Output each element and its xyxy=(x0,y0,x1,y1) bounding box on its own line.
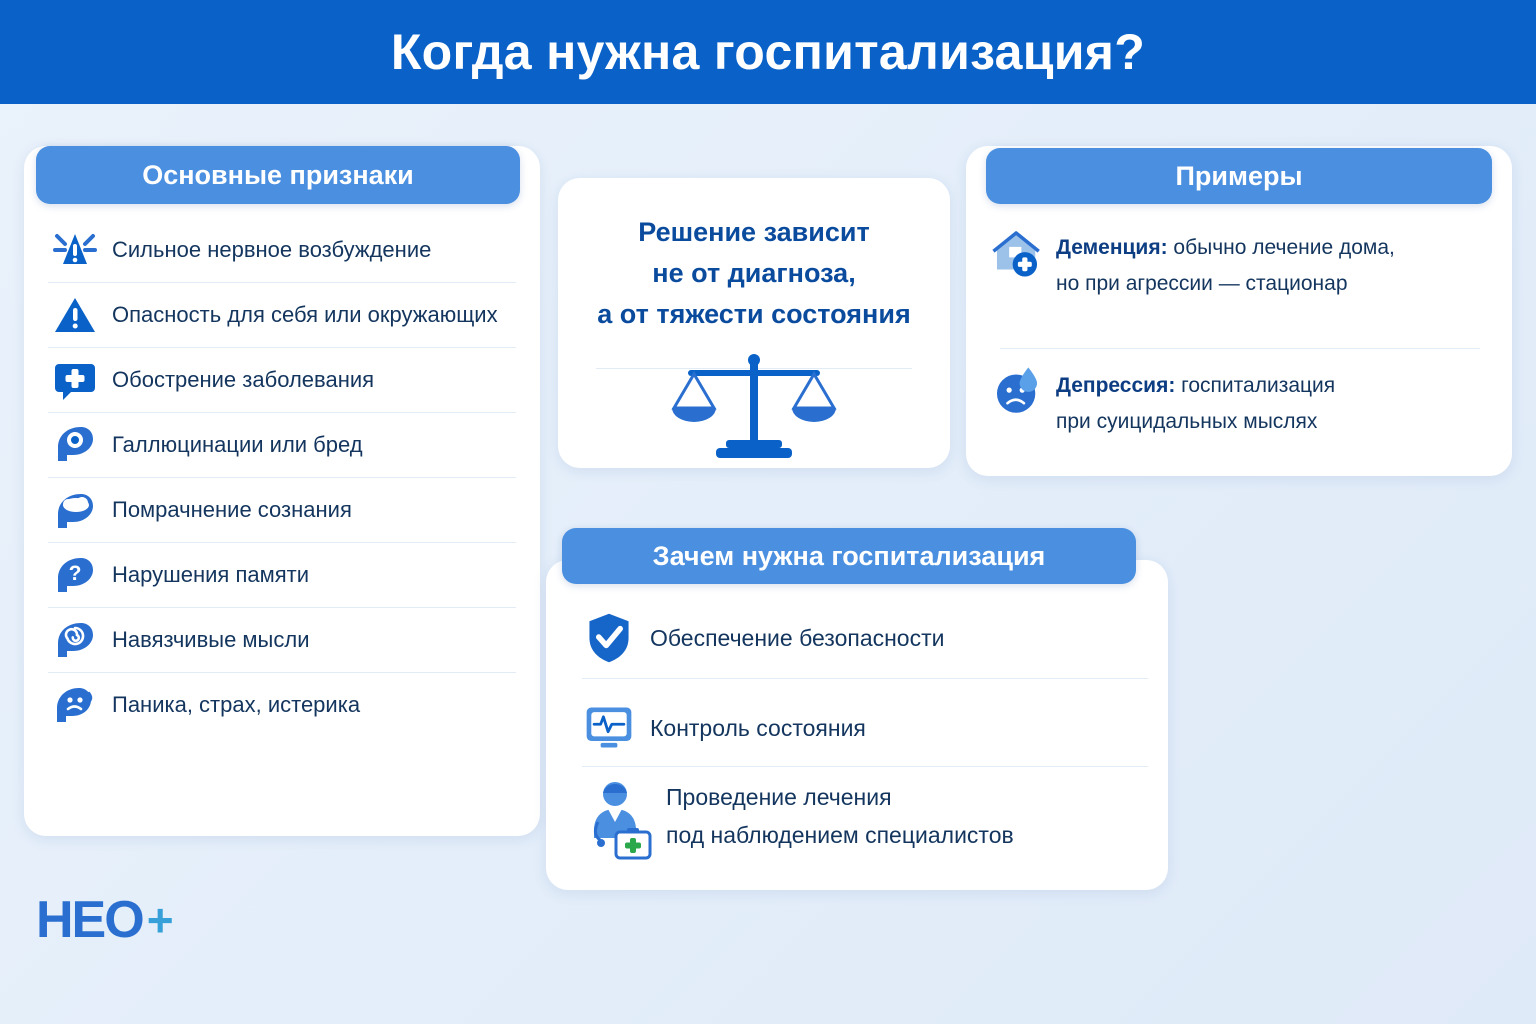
signs-list xyxy=(24,218,540,737)
example-rest-1: обычно лечение дома, xyxy=(1167,236,1395,259)
list-item xyxy=(48,218,516,283)
why-label-group xyxy=(666,778,1014,854)
list-item xyxy=(48,348,516,413)
head-spiral-icon xyxy=(48,615,102,665)
examples-card-header-label: Примеры xyxy=(1175,160,1303,191)
sign-label: Помрачнение сознания xyxy=(112,497,352,522)
sign-label: Галлюцинации или бред xyxy=(112,432,363,457)
logo-text: HEO xyxy=(36,891,143,949)
list-item xyxy=(48,478,516,543)
logo-plus-icon: + xyxy=(146,894,174,946)
why-card-header xyxy=(562,528,1136,584)
signs-card-header xyxy=(36,146,520,204)
shield-check-icon xyxy=(582,613,636,663)
sign-label: Опасность для себя или окружающих xyxy=(112,302,498,327)
warning-triangle-icon xyxy=(48,290,102,340)
sign-label: Навязчивые мысли xyxy=(112,627,310,652)
list-item xyxy=(48,413,516,478)
list-item xyxy=(990,228,1490,302)
list-item xyxy=(48,283,516,348)
list-item xyxy=(48,673,516,737)
signs-card-header-label: Основные признаки xyxy=(142,159,414,190)
house-medical-icon xyxy=(990,228,1044,278)
page-title: Когда нужна госпитализация? xyxy=(390,24,1146,80)
why-card-header-label: Зачем нужна госпитализация xyxy=(652,540,1046,571)
svg-text:?: ? xyxy=(68,562,82,585)
example-rest-1: госпитализация xyxy=(1175,374,1336,397)
list-item xyxy=(48,608,516,673)
why-label: Обеспечение безопасности xyxy=(650,625,945,651)
sad-face-drop-icon xyxy=(990,366,1044,416)
example-rest-2: но при агрессии — стационар xyxy=(1056,272,1348,295)
list-item xyxy=(48,543,516,608)
decision-line-2: не от диагноза, xyxy=(652,258,856,288)
example-text xyxy=(1056,228,1395,302)
head-cloud-icon xyxy=(48,485,102,535)
scales-balance-icon xyxy=(664,352,844,467)
examples-divider xyxy=(1000,348,1480,349)
decision-line-1: Решение зависит xyxy=(638,217,870,247)
why-divider xyxy=(582,766,1148,767)
list-item xyxy=(990,366,1490,440)
decision-text xyxy=(578,212,930,335)
list-item xyxy=(582,692,1148,764)
head-eye-icon xyxy=(48,420,102,470)
why-label-line-2: под наблюдением специалистов xyxy=(666,822,1014,848)
head-panic-icon xyxy=(48,680,102,730)
sign-label: Сильное нервное возбуждение xyxy=(112,237,432,262)
why-label: Контроль состояния xyxy=(650,715,866,741)
why-divider xyxy=(582,678,1148,679)
sign-label: Паника, страх, истерика xyxy=(112,692,361,717)
example-bold: Деменция: xyxy=(1056,236,1168,259)
decision-line-3: а от тяжести состояния xyxy=(597,299,911,329)
example-text xyxy=(1056,366,1335,440)
alert-burst-icon xyxy=(48,225,102,275)
example-rest-2: при суицидальных мыслях xyxy=(1056,410,1318,433)
list-item xyxy=(582,778,1148,868)
doctor-icon xyxy=(582,778,652,864)
sign-label: Нарушения памяти xyxy=(112,562,310,587)
why-label-line-1: Проведение лечения xyxy=(666,784,892,810)
monitor-ecg-icon xyxy=(582,703,636,753)
page-header xyxy=(0,0,1536,104)
logo xyxy=(36,890,174,950)
medical-cross-speech-icon xyxy=(48,355,102,405)
head-question-icon xyxy=(48,550,102,600)
example-bold: Депрессия: xyxy=(1056,374,1176,397)
sign-label: Обострение заболевания xyxy=(112,367,375,392)
examples-card-header xyxy=(986,148,1492,204)
list-item xyxy=(582,602,1148,674)
